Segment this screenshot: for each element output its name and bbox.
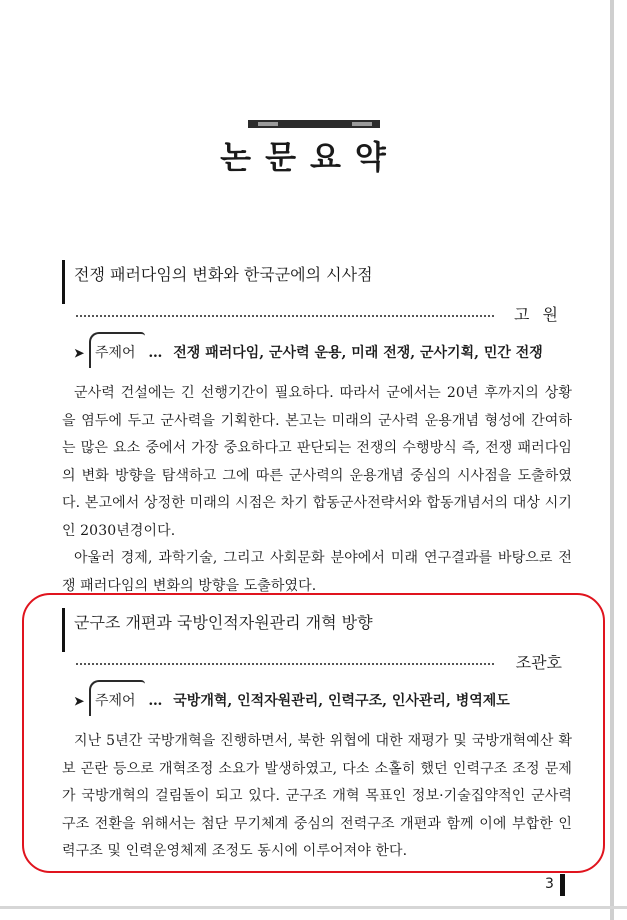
header-bar-notch xyxy=(258,122,278,126)
keywords: 전쟁 패러다임, 군사력 운용, 미래 전쟁, 군사기획, 민간 전쟁 xyxy=(173,345,543,361)
keywords-line xyxy=(62,338,572,368)
arrow-right-icon: ➤ xyxy=(74,346,85,360)
leader-dots xyxy=(76,663,494,665)
article-title-block xyxy=(62,260,572,298)
page-number: 3 xyxy=(545,876,554,892)
keywords-ellipsis: … xyxy=(148,693,163,709)
keywords-label xyxy=(95,686,136,716)
abstract-paragraph: 아울러 경제, 과학기술, 그리고 사회문화 분야에서 미래 연구결과를 바탕으로 전쟁 패러다임의 변화의 방향을 도출하였다. xyxy=(62,550,572,594)
article-title: 전쟁 패러다임의 변화와 한국군에의 시사점 xyxy=(74,265,373,284)
keywords-line xyxy=(62,686,572,716)
keywords-ellipsis: … xyxy=(148,345,163,361)
title-vertical-bar xyxy=(62,260,65,304)
byline xyxy=(62,302,572,328)
abstract-paragraph: 군사력 건설에는 긴 선행기간이 필요하다. 따라서 군에서는 20년 후까지의 상황을 염두에 두고 군사력을 기획한다. 본고는 미래의 군사력 운용개념 형성에 간여하는 많은 요소 중에서 가장 중요하다고 판단되는 전쟁의 수행방식 즉, 전쟁 패러다임의 변화 방향을 탐색하고 그에 따른 군사력의 운용개념 중심의 시사점을 도출하였다. 본고에서 상정한 미래의 시점은 차기 합동군사전략서와 합동개념서의 대상 시기인 2030년경이다. xyxy=(62,385,572,539)
keywords-label-text: 주제어 xyxy=(94,345,136,361)
keywords-label xyxy=(95,338,136,368)
page-number-bar xyxy=(560,874,565,896)
abstract-paragraph: 지난 5년간 국방개혁을 진행하면서, 북한 위협에 대한 재평가 및 국방개혁예산 확보 곤란 등으로 개혁조정 소요가 발생하였고, 다소 소홀히 했던 인력구조 조정 문제가 국방개혁의 걸림돌이 되고 있다. 군구조 개혁 목표인 정보·기술집약적인 군사력 구조 전환을 위해서는 첨단 무기체계 중심의 전력구조 개편과 함께 이에 부합한 인력구조 및 인력운영체제 조정도 동시에 이루어져야 한다. xyxy=(62,733,572,859)
header-decoration-bar xyxy=(248,120,380,128)
article-author: 조관호 xyxy=(515,653,562,672)
handwritten-mark xyxy=(89,332,145,368)
title-vertical-bar xyxy=(62,608,65,652)
leader-dots xyxy=(76,315,494,317)
article-summary-1 xyxy=(62,260,572,600)
article-title-block xyxy=(62,608,572,646)
page-bottom-edge xyxy=(0,906,627,909)
article-summary-2 xyxy=(62,608,572,866)
keywords-label-text: 주제어 xyxy=(94,693,136,709)
article-title: 군구조 개편과 국방인적자원관리 개혁 방향 xyxy=(74,613,373,632)
arrow-right-icon: ➤ xyxy=(74,694,85,708)
abstract-body xyxy=(62,728,572,866)
page-title: 논문요약 xyxy=(220,138,400,176)
article-author: 고 원 xyxy=(514,305,562,324)
abstract-body xyxy=(62,380,572,600)
keywords: 국방개혁, 인적자원관리, 인력구조, 인사관리, 병역제도 xyxy=(173,693,510,709)
page-edge-shadow xyxy=(610,0,614,920)
byline xyxy=(62,650,572,676)
handwritten-mark xyxy=(89,680,145,716)
header-bar-notch xyxy=(352,122,372,126)
